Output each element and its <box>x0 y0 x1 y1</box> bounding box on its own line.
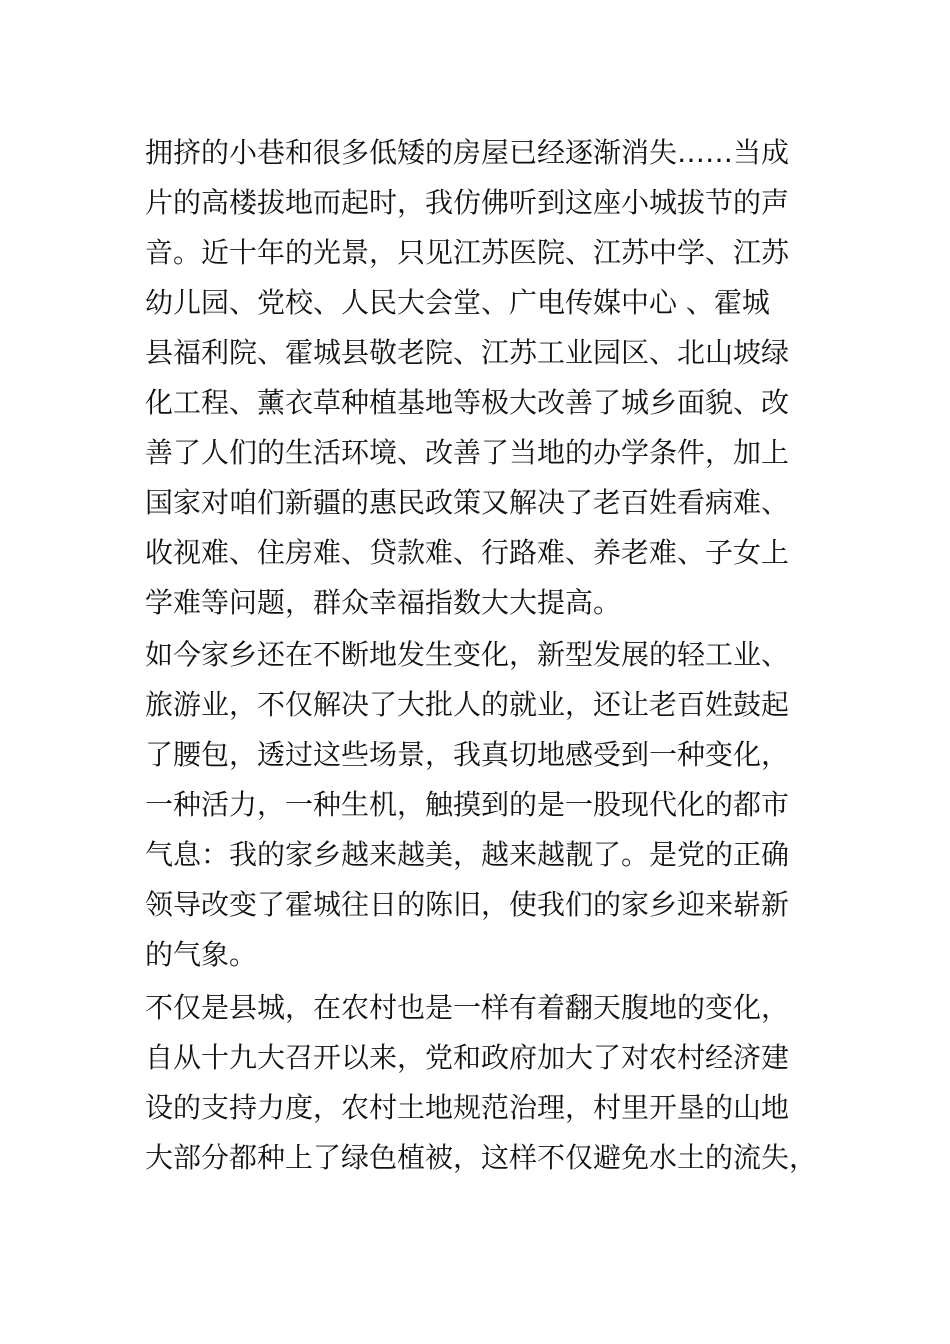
text-line: 片的高楼拔地而起时，我仿佛听到这座小城拔节的声 <box>145 186 790 219</box>
text-line: 大部分都种上了绿色植被，这样不仅避免水土的流失， <box>145 1141 818 1174</box>
paragraph <box>145 983 825 1183</box>
text-line: 了腰包，透过这些场景，我真切地感受到一种变化， <box>145 738 790 771</box>
text-line: 国家对咱们新疆的惠民政策又解决了老百姓看病难、 <box>145 486 790 519</box>
text-line: 拥挤的小巷和很多低矮的房屋已经逐渐消失……当成 <box>145 136 790 169</box>
text-line: 幼儿园、党校、人民大会堂、广电传媒中心 、霍城 <box>145 286 770 319</box>
text-line: 不仅是县城，在农村也是一样有着翻天腹地的变化， <box>145 991 790 1024</box>
text-line: 音。近十年的光景，只见江苏医院、江苏中学、江苏 <box>145 236 790 269</box>
paragraph <box>145 128 825 628</box>
text-line: 设的支持力度，农村土地规范治理，村里开垦的山地 <box>145 1091 790 1124</box>
text-line: 县福利院、霍城县敬老院、江苏工业园区、北山坡绿 <box>145 336 790 369</box>
text-line: 如今家乡还在不断地发生变化，新型发展的轻工业、 <box>145 638 790 671</box>
text-line: 领导改变了霍城往日的陈旧，使我们的家乡迎来崭新 <box>145 888 790 921</box>
text-line: 气息：我的家乡越来越美，越来越靓了。是党的正确 <box>145 838 790 871</box>
text-line: 一种活力，一种生机，触摸到的是一股现代化的都市 <box>145 788 790 821</box>
text-line: 收视难、住房难、贷款难、行路难、养老难、子女上 <box>145 536 790 569</box>
text-line: 学难等问题，群众幸福指数大大提高。 <box>145 586 622 619</box>
text-line: 旅游业，不仅解决了大批人的就业，还让老百姓鼓起 <box>145 688 790 721</box>
paragraph <box>145 630 825 980</box>
text-line: 善了人们的生活环境、改善了当地的办学条件，加上 <box>145 436 790 469</box>
text-line: 自从十九大召开以来，党和政府加大了对农村经济建 <box>145 1041 790 1074</box>
text-line: 的气象。 <box>145 938 258 971</box>
text-line: 化工程、薰衣草种植基地等极大改善了城乡面貌、改 <box>145 386 790 419</box>
